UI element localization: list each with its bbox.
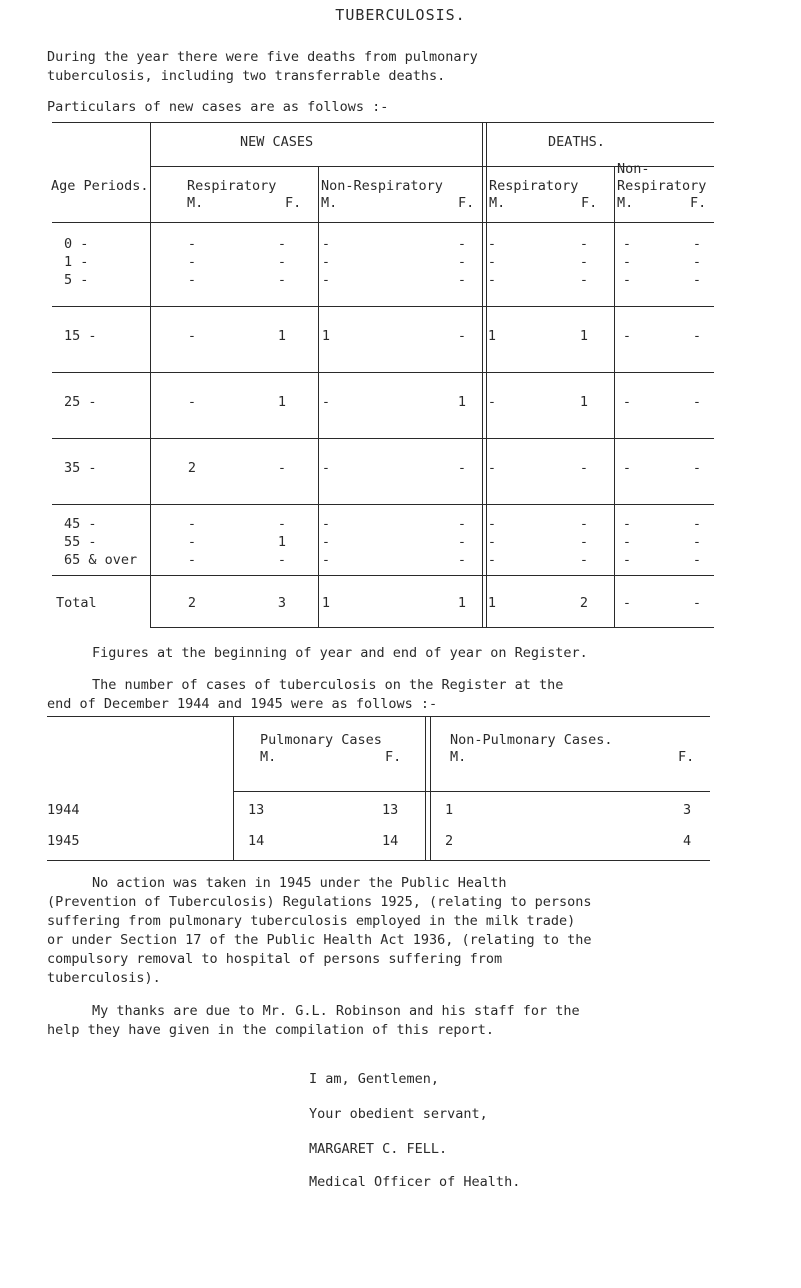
table-cell: 1: [487, 595, 497, 611]
table-cell: -: [187, 534, 197, 550]
header-new-resp-f: F.: [285, 195, 302, 211]
age-label: 55 -: [64, 534, 97, 550]
table-cell: -: [622, 534, 632, 550]
header-deaths-nonrespiratory: Respiratory: [617, 178, 707, 194]
table-cell: -: [579, 272, 589, 288]
table-cell: -: [579, 254, 589, 270]
value-cell: 14: [248, 833, 265, 849]
table-cell: -: [622, 394, 632, 410]
figures-heading: Figures at the beginning of year and end of year on Register.: [92, 645, 588, 661]
table-cell: -: [579, 552, 589, 568]
table-cell: -: [487, 272, 497, 288]
table-cell: -: [457, 534, 467, 550]
action-line-5: compulsory removal to hospital of persons suffering from: [47, 951, 503, 967]
table-cell: -: [487, 552, 497, 568]
table-cell: -: [622, 236, 632, 252]
table-cell: -: [487, 394, 497, 410]
table-cell: -: [622, 552, 632, 568]
closing-servant: Your obedient servant,: [309, 1106, 488, 1122]
header-deaths-resp-f: F.: [581, 195, 598, 211]
header-new-nonrespiratory: Non-Respiratory: [321, 178, 443, 194]
table-cell: -: [187, 272, 197, 288]
header-age-periods: Age Periods.: [51, 178, 149, 194]
table-cell: -: [622, 516, 632, 532]
table-cell: -: [692, 460, 702, 476]
table-cell: -: [692, 254, 702, 270]
table-cell: 2: [187, 460, 197, 476]
table-cell: -: [321, 394, 331, 410]
table-cell: -: [692, 595, 702, 611]
thanks-line-1: My thanks are due to Mr. G.L. Robinson and his staff for the: [92, 1003, 580, 1019]
header-new-resp-m: M.: [187, 195, 204, 211]
header-deaths-non-f: F.: [690, 195, 707, 211]
action-line-2: (Prevention of Tuberculosis) Regulations 1925, (relating to persons: [47, 894, 592, 910]
age-label: 65 & over: [64, 552, 138, 568]
table-cell: -: [457, 236, 467, 252]
intro-line-2: tuberculosis, including two transferrable deaths.: [47, 68, 446, 84]
table-cell: -: [579, 516, 589, 532]
table-cell: -: [457, 272, 467, 288]
table-cell: 3: [277, 595, 287, 611]
register-text-1: The number of cases of tuberculosis on the Register at the: [92, 677, 564, 693]
table-cell: -: [457, 516, 467, 532]
table-cell: 1: [321, 595, 331, 611]
header-new-nonresp-m: M.: [321, 195, 338, 211]
year-1945: 1945: [47, 833, 80, 849]
table-cell: -: [187, 394, 197, 410]
value-cell: 14: [382, 833, 399, 849]
table-cell: 1: [277, 328, 287, 344]
table-cell: 1: [321, 328, 331, 344]
header-pulmonary-cases: Pulmonary Cases: [260, 732, 382, 748]
age-label: 15 -: [64, 328, 97, 344]
signatory-role: Medical Officer of Health.: [309, 1174, 521, 1190]
table-cell: -: [277, 460, 287, 476]
table-cell: 1: [277, 394, 287, 410]
table-cell: 1: [579, 328, 589, 344]
table-cell: -: [277, 272, 287, 288]
action-line-3: suffering from pulmonary tuberculosis employed in the milk trade): [47, 913, 576, 929]
table-cell: -: [692, 272, 702, 288]
table-cell: 1: [457, 595, 467, 611]
table-cell: -: [187, 516, 197, 532]
table-cell: 2: [187, 595, 197, 611]
header-deaths-non: Non-: [617, 161, 650, 177]
header-new-nonresp-f: F.: [458, 195, 475, 211]
table-cell: -: [277, 254, 287, 270]
table-cell: -: [321, 516, 331, 532]
table-cell: -: [579, 460, 589, 476]
table-cell: -: [487, 236, 497, 252]
table-cell: -: [622, 272, 632, 288]
table-cell: -: [487, 516, 497, 532]
table-cell: -: [579, 236, 589, 252]
table-cell: 1: [457, 394, 467, 410]
value-cell: 1: [445, 802, 454, 818]
thanks-line-2: help they have given in the compilation of this report.: [47, 1022, 495, 1038]
register-text-2: end of December 1944 and 1945 were as follows :-: [47, 696, 438, 712]
table-cell: -: [692, 394, 702, 410]
intro-line-1: During the year there were five deaths from pulmonary: [47, 49, 478, 65]
table-cell: -: [321, 236, 331, 252]
header-new-respiratory: Respiratory: [187, 178, 277, 194]
table-cell: -: [457, 460, 467, 476]
table-cell: -: [321, 272, 331, 288]
table-cell: -: [187, 328, 197, 344]
value-cell: 2: [445, 833, 454, 849]
table-cell: -: [487, 534, 497, 550]
table-cell: -: [321, 460, 331, 476]
table-cell: -: [622, 328, 632, 344]
table-cell: -: [321, 552, 331, 568]
age-label: 45 -: [64, 516, 97, 532]
table-cell: -: [277, 552, 287, 568]
table-cell: -: [187, 236, 197, 252]
table-cell: -: [692, 236, 702, 252]
table-cell: -: [487, 460, 497, 476]
page-title: TUBERCULOSIS.: [335, 6, 466, 24]
header-deaths-respiratory: Respiratory: [489, 178, 579, 194]
table-cell: -: [487, 254, 497, 270]
table-cell: 1: [579, 394, 589, 410]
table-cell: 2: [579, 595, 589, 611]
action-line-4: or under Section 17 of the Public Health Act 1936, (relating to the: [47, 932, 592, 948]
age-label: 0 -: [64, 236, 89, 252]
year-1944: 1944: [47, 802, 80, 818]
table-cell: 1: [487, 328, 497, 344]
table-cell: -: [622, 595, 632, 611]
age-label: 5 -: [64, 272, 89, 288]
table-cell: -: [277, 516, 287, 532]
age-label: 25 -: [64, 394, 97, 410]
age-label: 1 -: [64, 254, 89, 270]
table-cell: -: [457, 254, 467, 270]
value-cell: 13: [248, 802, 265, 818]
signatory-name: MARGARET C. FELL.: [309, 1141, 448, 1157]
age-label: 35 -: [64, 460, 97, 476]
table-cell: -: [622, 254, 632, 270]
header-nonpulmonary-cases: Non-Pulmonary Cases.: [450, 732, 613, 748]
table-cell: -: [277, 236, 287, 252]
header-nonpulm-f: F.: [678, 749, 695, 765]
header-nonpulm-m: M.: [450, 749, 467, 765]
table-cell: -: [187, 552, 197, 568]
value-cell: 3: [683, 802, 692, 818]
age-label-total: Total: [56, 595, 97, 611]
action-line-6: tuberculosis).: [47, 970, 161, 986]
value-cell: 4: [683, 833, 692, 849]
table-cell: -: [457, 328, 467, 344]
table-cell: -: [692, 552, 702, 568]
header-pulm-f: F.: [385, 749, 402, 765]
header-new-cases: NEW CASES: [240, 134, 314, 150]
header-deaths-resp-m: M.: [489, 195, 506, 211]
table-cell: -: [321, 534, 331, 550]
table-cell: -: [187, 254, 197, 270]
table-cell: -: [692, 328, 702, 344]
table-cell: -: [579, 534, 589, 550]
table-cell: -: [321, 254, 331, 270]
table-cell: -: [457, 552, 467, 568]
particulars-text: Particulars of new cases are as follows :-: [47, 99, 389, 115]
action-line-1: No action was taken in 1945 under the Public Health: [92, 875, 507, 891]
header-deaths: DEATHS.: [548, 134, 605, 150]
header-pulm-m: M.: [260, 749, 277, 765]
value-cell: 13: [382, 802, 399, 818]
table-cell: -: [692, 534, 702, 550]
table-cell: -: [622, 460, 632, 476]
table-cell: 1: [277, 534, 287, 550]
table-cell: -: [692, 516, 702, 532]
header-deaths-non-m: M.: [617, 195, 634, 211]
closing-salutation: I am, Gentlemen,: [309, 1071, 440, 1087]
